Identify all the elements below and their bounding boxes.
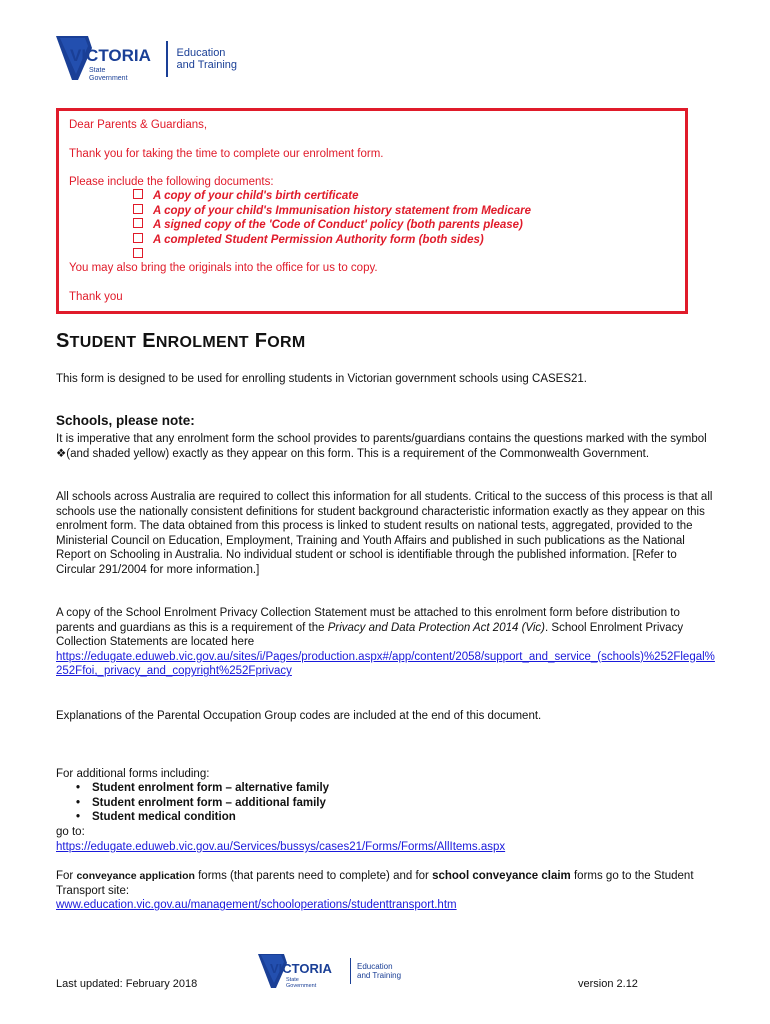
conveyance-claim-term: school conveyance claim: [432, 870, 571, 882]
required-documents-list: [133, 189, 531, 262]
list-item: • Student enrolment form – alternative family: [76, 781, 329, 796]
parents-notice-box: [56, 108, 688, 314]
logo-dept-line1: Education: [176, 47, 226, 59]
footer-logo-wordmark: VICTORIA: [270, 961, 332, 976]
notice-thanks: Thank you for taking the time to complete our enrolment form.: [69, 148, 384, 160]
document-label: A signed copy of the 'Code of Conduct' policy (both parents please): [153, 219, 523, 232]
notice-signoff: Thank you: [69, 291, 123, 303]
document-item[interactable]: [133, 218, 531, 233]
footer-logo-divider: [350, 958, 351, 984]
document-item[interactable]: [133, 204, 531, 219]
checkbox-icon[interactable]: [133, 204, 143, 214]
paragraph-privacy: A copy of the School Enrolment Privacy Collection Statement must be attached to this enrolment form before distribution to parents and guardians as this is a requirement of the Privacy and Data Protection Act 2014 (Vic). School Enrolment Privacy Collection Statements are located here https://edugate.eduweb.vic.gov.au/sites/i/Pages/production.aspx#/app/content/2058/support_and_service_(schools)%252Flegal%252Ffoi,_privacy_and_copyright%252Fprivacy: [56, 607, 715, 678]
victoria-map-logo-icon: [56, 34, 156, 84]
version-label: version 2.12: [578, 978, 638, 990]
logo-dept-line2: and Training: [176, 59, 238, 71]
document-label: A copy of your child's Immunisation history statement from Medicare: [153, 204, 532, 217]
checkbox-icon[interactable]: [133, 218, 143, 228]
privacy-statement-link[interactable]: https://edugate.eduweb.vic.gov.au/sites/i/Pages/production.aspx#/app/content/2058/support_and_service_(schools)%252Flegal%252Ffoi,_privacy_and_copyright%252Fprivacy: [56, 650, 715, 678]
footer-logo: [258, 952, 401, 990]
document-item[interactable]: [133, 233, 531, 248]
footer-dept-line2: and Training: [357, 971, 402, 980]
footer-dept-line1: Education: [357, 962, 393, 971]
paragraph-commonwealth: It is imperative that any enrolment form the school provides to parents/guardians contains the questions marked with the symbol ❖(and shaded yellow) exactly as they appear on this form. This is a requirement of the Commonwealth Government.: [56, 433, 707, 460]
notice-include: Please include the following documents:: [69, 176, 274, 188]
student-transport-link[interactable]: www.education.vic.gov.au/management/schooloperations/studenttransport.htm: [56, 899, 457, 912]
conveyance-application-term: conveyance application: [76, 870, 195, 882]
goto-label: go to:: [56, 826, 85, 838]
footer-logo-sub2: Government: [286, 983, 317, 989]
additional-forms-intro: For additional forms including:: [56, 768, 210, 780]
conveyance-text: For conveyance application forms (that parents need to complete) and for school conveyance claim forms go to the Student Transport site: www.education.vic.gov.au/management/schooloperations/studenttransport.htm: [56, 870, 694, 912]
paragraph-national-data: All schools across Australia are required to collect this information for all students. Critical to the success of this process is that all schools use the nationally consistent definitions for student background characteristic information exactly as they appear on this enrolment form. The data obtained from this process is linked to student results on national tests, aggregated, provided to the Ministerial Council on Education, Employment, Training and Youth Affairs and published in such publications as the National Report on Schooling in Australia. No individual student or school is identifiable through the published information. [Refer to Circular 291/2004 for more information.]: [56, 491, 713, 576]
last-updated: Last updated: February 2018: [56, 978, 198, 990]
logo-sub2: Government: [89, 75, 128, 82]
notice-originals: You may also bring the originals into the office for us to copy.: [69, 262, 378, 274]
footer-logo-sub1: State: [286, 977, 299, 983]
victoria-map-logo-icon: [258, 952, 342, 990]
additional-forms-link-line: [56, 840, 716, 855]
logo-wordmark: VICTORIA: [70, 46, 151, 65]
list-item: • Student medical condition: [76, 810, 329, 825]
header-logo: [56, 34, 237, 84]
logo-department: [177, 47, 238, 71]
page-title: STUDENT ENROLMENT FORM: [56, 330, 306, 352]
occupation-codes-text: Explanations of the Parental Occupation Group codes are included at the end of this document.: [56, 710, 542, 722]
logo-divider: [166, 41, 168, 77]
intro-text: This form is designed to be used for enrolling students in Victorian government schools using CASES21.: [56, 373, 587, 385]
document-label: A completed Student Permission Authority form (both sides): [153, 234, 484, 247]
checkbox-icon[interactable]: [133, 248, 143, 258]
additional-forms-list: [76, 781, 329, 825]
checkbox-icon[interactable]: [133, 233, 143, 243]
document-label: A copy of your child's birth certificate: [153, 190, 359, 202]
logo-sub1: State: [89, 67, 106, 74]
additional-forms-link[interactable]: https://edugate.eduweb.vic.gov.au/Services/bussys/cases21/Forms/Forms/AllItems.aspx: [56, 841, 506, 853]
document-item[interactable]: [133, 248, 531, 263]
document-item[interactable]: [133, 189, 531, 204]
schools-heading: Schools, please note:: [56, 413, 195, 428]
list-item: • Student enrolment form – additional family: [76, 796, 329, 811]
checkbox-icon[interactable]: [133, 189, 143, 199]
privacy-act-title: Privacy and Data Protection Act 2014 (Vic): [327, 621, 546, 634]
footer-logo-department: [357, 962, 401, 980]
notice-greeting: Dear Parents & Guardians,: [69, 119, 208, 131]
